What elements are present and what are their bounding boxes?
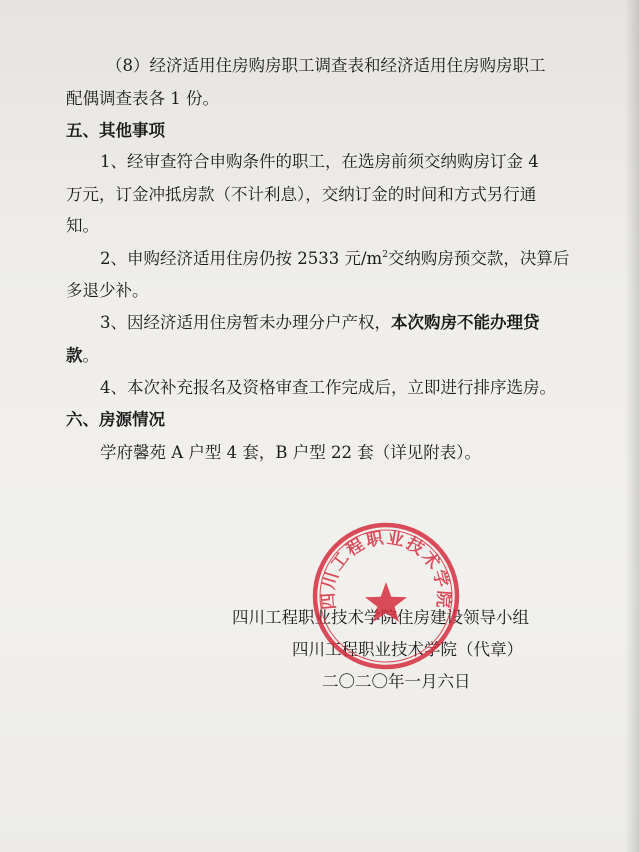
s5-p3-line2 bbox=[66, 346, 99, 366]
s5-p2-line1 bbox=[100, 249, 569, 269]
s5-p3-line2-end: 。 bbox=[82, 346, 99, 365]
s5-p3-line2-bold: 款 bbox=[66, 346, 83, 365]
section6-title: 六、房源情况 bbox=[66, 410, 165, 429]
squared-superscript: 2 bbox=[382, 250, 388, 260]
seal-arc-text: 四川工程职业技术学院 bbox=[318, 528, 454, 611]
s5-p1-line2: 万元，订金冲抵房款（不计利息），交纳订金的时间和方式另行通 bbox=[66, 185, 537, 204]
item8-line2: 配偶调查表各 1 份。 bbox=[66, 89, 219, 108]
s5-p2-line1-pre: 2、申购经济适用住房仍按 2533 元/m bbox=[100, 249, 383, 268]
s5-p4-line1: 4、本次补充报名及资格审查工作完成后，立即进行排序选房。 bbox=[100, 378, 556, 397]
item8-line1: （8）经济适用住房购房职工调查表和经济适用住房购房职工 bbox=[106, 56, 546, 75]
s5-p3-line1-bold: 本次购房不能办理贷 bbox=[391, 313, 540, 332]
s5-p3-line1 bbox=[100, 313, 540, 333]
page-edge-shadow bbox=[625, 0, 639, 852]
date-line: 二〇二〇年一月六日 bbox=[322, 672, 471, 691]
s5-p1-line3: 知。 bbox=[66, 216, 99, 235]
s5-p3-line1-normal: 3、因经济适用住房暂未办理分户产权， bbox=[100, 313, 391, 332]
s6-line1: 学府馨苑 A 户型 4 套，B 户型 22 套（详见附表）。 bbox=[100, 443, 481, 462]
s5-p2-line2: 多退少补。 bbox=[66, 281, 149, 300]
seal-star-icon bbox=[365, 582, 407, 622]
section5-title: 五、其他事项 bbox=[66, 121, 165, 140]
signature-line1: 四川工程职业技术学院住房建设领导小组 bbox=[232, 608, 529, 627]
s5-p1-line1: 1、经审查符合申购条件的职工，在选房前须交纳购房订金 4 bbox=[100, 152, 539, 171]
signature-line2: 四川工程职业技术学院（代章） bbox=[292, 640, 523, 659]
official-seal bbox=[310, 520, 462, 672]
s5-p2-line1-post: 交纳购房预交款，决算后 bbox=[387, 249, 570, 268]
seal-graphic bbox=[310, 520, 462, 672]
